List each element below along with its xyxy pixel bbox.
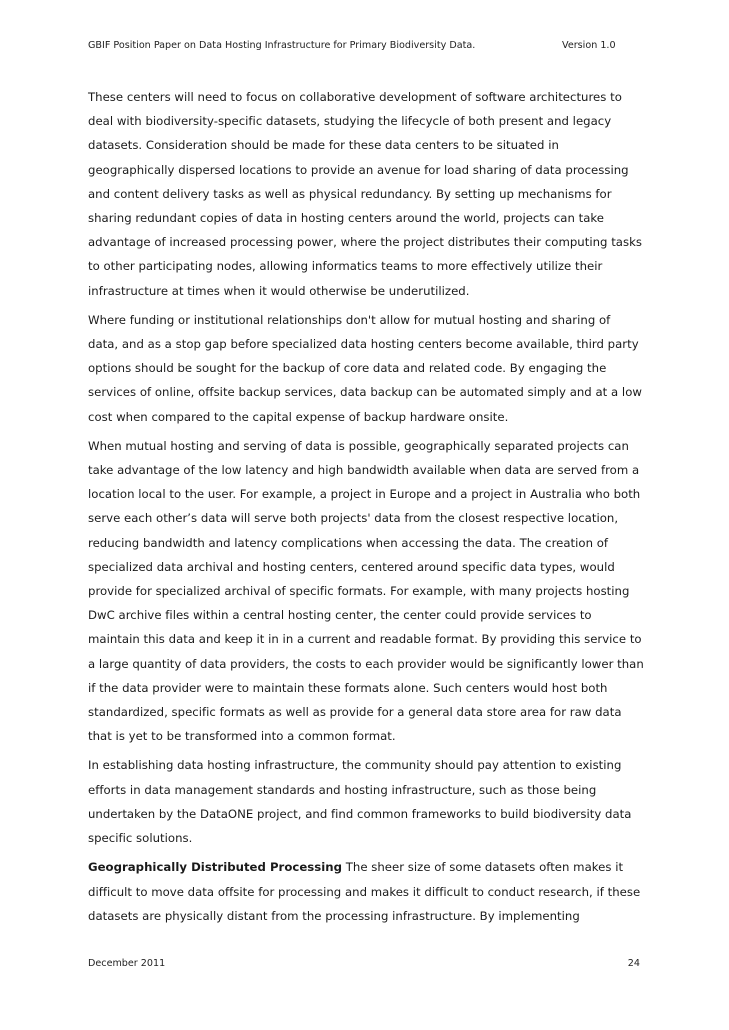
paragraph: Where funding or institutional relationships don't allow for mutual hosting and sharing of data, and as a stop gap before specialized data hosting centers become available, third party options should be sought for the backup of core data and related code. By engaging the services of online, offsite backup services, data backup can be automated simply and at a low cost when compared to the capital expense of backup hardware onsite. — [88, 312, 642, 424]
footer-date: December 2011 — [88, 958, 166, 969]
header-title: GBIF Position Paper on Data Hosting Infrastructure for Primary Biodiversity Data. — [88, 40, 476, 51]
paragraph-text: The sheer size of some datasets often makes it difficult to move data offsite for processing and makes it difficult to conduct research, if these datasets are physically distant from the processing infrastructure. By implementing — [88, 860, 641, 923]
header-version: Version 1.0 — [562, 40, 616, 51]
paragraph: When mutual hosting and serving of data is possible, geographically separated projects can take advantage of the low latency and high bandwidth available when data are served from a location local to the user. For example, a project in Europe and a project in Australia who both serve each other’s data will serve both projects' data from the closest respective location, reducing bandwidth and latency complications when accessing the data. The creation of specialized data archival and hosting centers, centered around specific data types, would provide for specialized archival of specific formats. For example, with many projects hosting DwC archive files within a central hosting center, the center could provide services to maintain this data and keep it in in a current and readable format. By providing this service to a large quantity of data providers, the costs to each provider would be significantly lower than if the data provider were to maintain these formats alone. Such centers would host both standardized, specific formats as well as provide for a general data store area for raw data that is yet to be transformed into a common format. — [88, 438, 644, 744]
paragraph: These centers will need to focus on collaborative development of software architectures to deal with biodiversity-specific datasets, studying the lifecycle of both present and legacy datasets. Consideration should be made for these data centers to be situated in geographically dispersed locations to provide an avenue for load sharing of data processing and content delivery tasks as well as physical redundancy. By setting up mechanisms for sharing redundant copies of data in hosting centers around the world, projects can take advantage of increased processing power, where the project distributes their computing tasks to other participating nodes, allowing informatics teams to more effectively utilize their infrastructure at times when it would otherwise be underutilized. — [88, 90, 642, 298]
paragraph: In establishing data hosting infrastructure, the community should pay attention to existing efforts in data management standards and hosting infrastructure, such as those being undertaken by the DataONE project, and find common frameworks to build biodiversity data specific solutions. — [88, 758, 632, 846]
section-heading: Geographically Distributed Processing — [88, 860, 342, 875]
page-number: 24 — [627, 958, 640, 969]
document-body — [88, 85, 644, 933]
paragraph-with-heading — [88, 855, 644, 928]
